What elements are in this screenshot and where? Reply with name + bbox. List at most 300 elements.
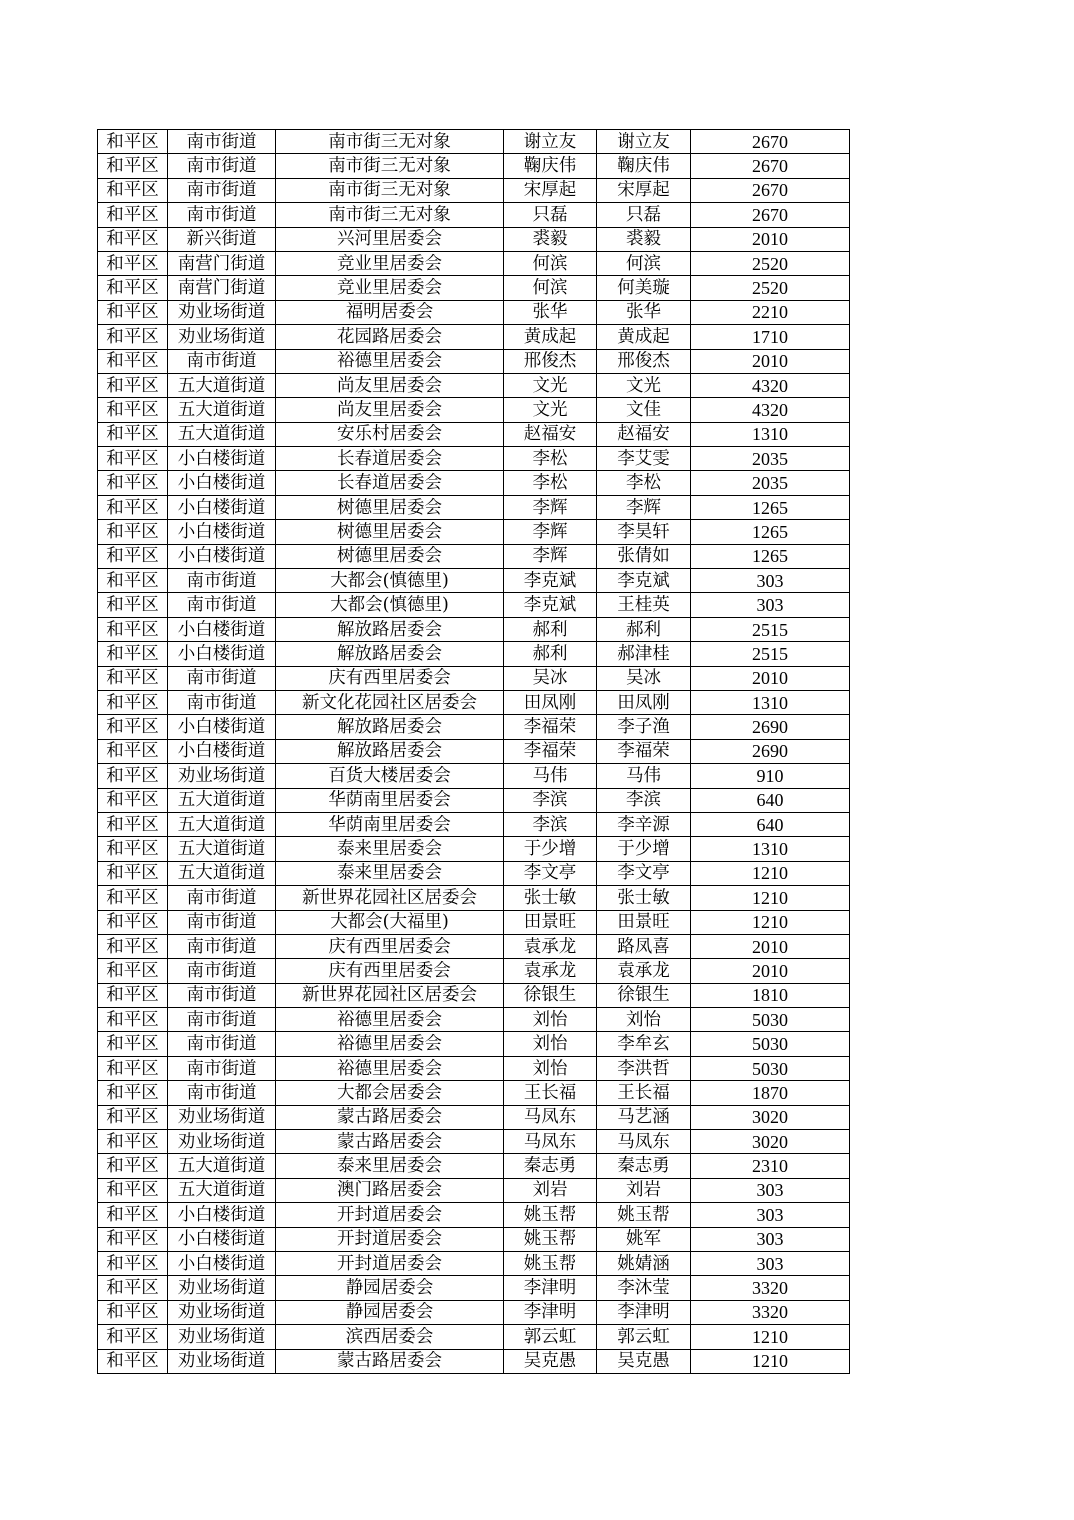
applicant-cell: 李辉 xyxy=(504,520,597,544)
table-row xyxy=(98,1008,850,1032)
amount-cell: 2010 xyxy=(691,349,850,373)
member-cell: 李子渔 xyxy=(597,715,691,739)
district-cell: 和平区 xyxy=(98,1130,168,1154)
applicant-cell: 宋厚起 xyxy=(504,178,597,202)
member-cell: 文佳 xyxy=(597,398,691,422)
committee-cell: 福明居委会 xyxy=(276,300,504,324)
applicant-cell: 郝利 xyxy=(504,617,597,641)
district-cell: 和平区 xyxy=(98,178,168,202)
amount-cell: 303 xyxy=(691,1227,850,1251)
committee-cell: 大都会(慎德里) xyxy=(276,569,504,593)
street-cell: 南市街道 xyxy=(168,959,276,983)
committee-cell: 解放路居委会 xyxy=(276,617,504,641)
amount-cell: 2670 xyxy=(691,154,850,178)
committee-cell: 树德里居委会 xyxy=(276,544,504,568)
member-cell: 鞠庆伟 xyxy=(597,154,691,178)
table-row xyxy=(98,276,850,300)
member-cell: 李艾雯 xyxy=(597,447,691,471)
street-cell: 南市街道 xyxy=(168,569,276,593)
applicant-cell: 李福荣 xyxy=(504,715,597,739)
table-row xyxy=(98,1300,850,1324)
applicant-cell: 裘毅 xyxy=(504,227,597,251)
street-cell: 南市街道 xyxy=(168,690,276,714)
table-row xyxy=(98,1349,850,1373)
street-cell: 小白楼街道 xyxy=(168,1227,276,1251)
committee-cell: 花园路居委会 xyxy=(276,325,504,349)
street-cell: 五大道街道 xyxy=(168,788,276,812)
applicant-cell: 谢立友 xyxy=(504,130,597,154)
applicant-cell: 李津明 xyxy=(504,1300,597,1324)
district-cell: 和平区 xyxy=(98,861,168,885)
table-row xyxy=(98,349,850,373)
street-cell: 小白楼街道 xyxy=(168,471,276,495)
district-cell: 和平区 xyxy=(98,910,168,934)
applicant-cell: 李福荣 xyxy=(504,739,597,763)
applicant-cell: 马凤东 xyxy=(504,1105,597,1129)
applicant-cell: 徐银生 xyxy=(504,983,597,1007)
member-cell: 李牟玄 xyxy=(597,1032,691,1056)
table-row xyxy=(98,471,850,495)
table-row xyxy=(98,617,850,641)
member-cell: 李昊轩 xyxy=(597,520,691,544)
applicant-cell: 李克斌 xyxy=(504,569,597,593)
street-cell: 小白楼街道 xyxy=(168,447,276,471)
committee-cell: 百货大楼居委会 xyxy=(276,764,504,788)
table-row xyxy=(98,1130,850,1154)
district-cell: 和平区 xyxy=(98,593,168,617)
district-cell: 和平区 xyxy=(98,276,168,300)
table-row xyxy=(98,910,850,934)
applicant-cell: 文光 xyxy=(504,398,597,422)
committee-cell: 新世界花园社区居委会 xyxy=(276,886,504,910)
table-row xyxy=(98,1056,850,1080)
district-cell: 和平区 xyxy=(98,983,168,1007)
applicant-cell: 田凤刚 xyxy=(504,690,597,714)
street-cell: 劝业场街道 xyxy=(168,1105,276,1129)
district-cell: 和平区 xyxy=(98,1203,168,1227)
street-cell: 南市街道 xyxy=(168,1008,276,1032)
committee-cell: 华荫南里居委会 xyxy=(276,812,504,836)
member-cell: 田凤刚 xyxy=(597,690,691,714)
data-table xyxy=(97,129,850,1374)
table-row xyxy=(98,227,850,251)
applicant-cell: 李津明 xyxy=(504,1276,597,1300)
committee-cell: 庆有西里居委会 xyxy=(276,666,504,690)
table-row xyxy=(98,154,850,178)
street-cell: 五大道街道 xyxy=(168,837,276,861)
applicant-cell: 姚玉帮 xyxy=(504,1227,597,1251)
committee-cell: 竞业里居委会 xyxy=(276,251,504,275)
applicant-cell: 李滨 xyxy=(504,812,597,836)
amount-cell: 1310 xyxy=(691,837,850,861)
amount-cell: 2690 xyxy=(691,739,850,763)
street-cell: 南市街道 xyxy=(168,154,276,178)
amount-cell: 303 xyxy=(691,593,850,617)
table-row xyxy=(98,1251,850,1275)
table-row xyxy=(98,1276,850,1300)
applicant-cell: 张士敏 xyxy=(504,886,597,910)
street-cell: 南市街道 xyxy=(168,1081,276,1105)
district-cell: 和平区 xyxy=(98,1008,168,1032)
applicant-cell: 于少增 xyxy=(504,837,597,861)
committee-cell: 竞业里居委会 xyxy=(276,276,504,300)
district-cell: 和平区 xyxy=(98,1178,168,1202)
street-cell: 新兴街道 xyxy=(168,227,276,251)
table-row xyxy=(98,886,850,910)
committee-cell: 裕德里居委会 xyxy=(276,1032,504,1056)
amount-cell: 4320 xyxy=(691,373,850,397)
amount-cell: 2010 xyxy=(691,666,850,690)
street-cell: 小白楼街道 xyxy=(168,520,276,544)
committee-cell: 长春道居委会 xyxy=(276,471,504,495)
applicant-cell: 郝利 xyxy=(504,642,597,666)
amount-cell: 2515 xyxy=(691,617,850,641)
committee-cell: 华荫南里居委会 xyxy=(276,788,504,812)
member-cell: 张倩如 xyxy=(597,544,691,568)
committee-cell: 解放路居委会 xyxy=(276,739,504,763)
district-cell: 和平区 xyxy=(98,1105,168,1129)
table-row xyxy=(98,325,850,349)
table-row xyxy=(98,203,850,227)
district-cell: 和平区 xyxy=(98,739,168,763)
member-cell: 只磊 xyxy=(597,203,691,227)
table-row xyxy=(98,1081,850,1105)
committee-cell: 裕德里居委会 xyxy=(276,1056,504,1080)
committee-cell: 大都会居委会 xyxy=(276,1081,504,1105)
amount-cell: 3320 xyxy=(691,1276,850,1300)
amount-cell: 2210 xyxy=(691,300,850,324)
street-cell: 五大道街道 xyxy=(168,812,276,836)
member-cell: 马艺涵 xyxy=(597,1105,691,1129)
table-row xyxy=(98,1154,850,1178)
amount-cell: 1310 xyxy=(691,690,850,714)
member-cell: 郝津桂 xyxy=(597,642,691,666)
committee-cell: 裕德里居委会 xyxy=(276,349,504,373)
applicant-cell: 刘怡 xyxy=(504,1056,597,1080)
member-cell: 郭云虹 xyxy=(597,1325,691,1349)
amount-cell: 2035 xyxy=(691,471,850,495)
member-cell: 刘岩 xyxy=(597,1178,691,1202)
committee-cell: 泰来里居委会 xyxy=(276,837,504,861)
street-cell: 南市街道 xyxy=(168,934,276,958)
committee-cell: 南市街三无对象 xyxy=(276,178,504,202)
amount-cell: 2010 xyxy=(691,227,850,251)
street-cell: 小白楼街道 xyxy=(168,1203,276,1227)
member-cell: 李文亭 xyxy=(597,861,691,885)
committee-cell: 庆有西里居委会 xyxy=(276,934,504,958)
amount-cell: 2670 xyxy=(691,203,850,227)
applicant-cell: 袁承龙 xyxy=(504,934,597,958)
district-cell: 和平区 xyxy=(98,1032,168,1056)
member-cell: 马凤东 xyxy=(597,1130,691,1154)
applicant-cell: 王长福 xyxy=(504,1081,597,1105)
amount-cell: 640 xyxy=(691,812,850,836)
street-cell: 南营门街道 xyxy=(168,251,276,275)
district-cell: 和平区 xyxy=(98,812,168,836)
district-cell: 和平区 xyxy=(98,373,168,397)
district-cell: 和平区 xyxy=(98,1251,168,1275)
member-cell: 吴冰 xyxy=(597,666,691,690)
table-row xyxy=(98,130,850,154)
table-row xyxy=(98,1203,850,1227)
applicant-cell: 姚玉帮 xyxy=(504,1203,597,1227)
applicant-cell: 张华 xyxy=(504,300,597,324)
applicant-cell: 刘岩 xyxy=(504,1178,597,1202)
amount-cell: 2310 xyxy=(691,1154,850,1178)
district-cell: 和平区 xyxy=(98,934,168,958)
table-row xyxy=(98,251,850,275)
district-cell: 和平区 xyxy=(98,617,168,641)
table-row xyxy=(98,447,850,471)
amount-cell: 1265 xyxy=(691,544,850,568)
member-cell: 吴克愚 xyxy=(597,1349,691,1373)
member-cell: 于少增 xyxy=(597,837,691,861)
table-row xyxy=(98,373,850,397)
district-cell: 和平区 xyxy=(98,1154,168,1178)
committee-cell: 开封道居委会 xyxy=(276,1227,504,1251)
member-cell: 张华 xyxy=(597,300,691,324)
committee-cell: 滨西居委会 xyxy=(276,1325,504,1349)
committee-cell: 树德里居委会 xyxy=(276,520,504,544)
committee-cell: 大都会(大福里) xyxy=(276,910,504,934)
table-row xyxy=(98,495,850,519)
street-cell: 劝业场街道 xyxy=(168,1349,276,1373)
district-cell: 和平区 xyxy=(98,422,168,446)
district-cell: 和平区 xyxy=(98,690,168,714)
amount-cell: 303 xyxy=(691,1251,850,1275)
table-row xyxy=(98,764,850,788)
amount-cell: 3020 xyxy=(691,1130,850,1154)
street-cell: 南市街道 xyxy=(168,1056,276,1080)
street-cell: 劝业场街道 xyxy=(168,764,276,788)
member-cell: 何美璇 xyxy=(597,276,691,300)
applicant-cell: 姚玉帮 xyxy=(504,1251,597,1275)
applicant-cell: 田景旺 xyxy=(504,910,597,934)
street-cell: 小白楼街道 xyxy=(168,642,276,666)
table-row xyxy=(98,569,850,593)
table-row xyxy=(98,544,850,568)
table-row xyxy=(98,1325,850,1349)
amount-cell: 910 xyxy=(691,764,850,788)
committee-cell: 新文化花园社区居委会 xyxy=(276,690,504,714)
member-cell: 何滨 xyxy=(597,251,691,275)
applicant-cell: 李滨 xyxy=(504,788,597,812)
member-cell: 路凤喜 xyxy=(597,934,691,958)
amount-cell: 5030 xyxy=(691,1032,850,1056)
street-cell: 南市街道 xyxy=(168,983,276,1007)
amount-cell: 2670 xyxy=(691,178,850,202)
amount-cell: 1870 xyxy=(691,1081,850,1105)
applicant-cell: 何滨 xyxy=(504,251,597,275)
member-cell: 袁承龙 xyxy=(597,959,691,983)
applicant-cell: 李辉 xyxy=(504,495,597,519)
committee-cell: 兴河里居委会 xyxy=(276,227,504,251)
street-cell: 小白楼街道 xyxy=(168,1251,276,1275)
amount-cell: 2520 xyxy=(691,276,850,300)
amount-cell: 1210 xyxy=(691,886,850,910)
street-cell: 劝业场街道 xyxy=(168,1130,276,1154)
district-cell: 和平区 xyxy=(98,1081,168,1105)
street-cell: 劝业场街道 xyxy=(168,325,276,349)
member-cell: 刘怡 xyxy=(597,1008,691,1032)
amount-cell: 1310 xyxy=(691,422,850,446)
street-cell: 五大道街道 xyxy=(168,1154,276,1178)
district-cell: 和平区 xyxy=(98,300,168,324)
table-row xyxy=(98,959,850,983)
street-cell: 五大道街道 xyxy=(168,373,276,397)
district-cell: 和平区 xyxy=(98,154,168,178)
street-cell: 小白楼街道 xyxy=(168,544,276,568)
amount-cell: 1265 xyxy=(691,495,850,519)
street-cell: 劝业场街道 xyxy=(168,1276,276,1300)
applicant-cell: 刘怡 xyxy=(504,1008,597,1032)
member-cell: 李辛源 xyxy=(597,812,691,836)
district-cell: 和平区 xyxy=(98,642,168,666)
table-row xyxy=(98,715,850,739)
committee-cell: 庆有西里居委会 xyxy=(276,959,504,983)
table-row xyxy=(98,178,850,202)
committee-cell: 开封道居委会 xyxy=(276,1251,504,1275)
committee-cell: 开封道居委会 xyxy=(276,1203,504,1227)
street-cell: 五大道街道 xyxy=(168,861,276,885)
member-cell: 李津明 xyxy=(597,1300,691,1324)
member-cell: 姚玉帮 xyxy=(597,1203,691,1227)
table-row xyxy=(98,520,850,544)
table-row xyxy=(98,422,850,446)
amount-cell: 2690 xyxy=(691,715,850,739)
amount-cell: 1210 xyxy=(691,861,850,885)
amount-cell: 2515 xyxy=(691,642,850,666)
district-cell: 和平区 xyxy=(98,1056,168,1080)
street-cell: 小白楼街道 xyxy=(168,715,276,739)
district-cell: 和平区 xyxy=(98,471,168,495)
table-row xyxy=(98,300,850,324)
table-row xyxy=(98,739,850,763)
district-cell: 和平区 xyxy=(98,569,168,593)
applicant-cell: 文光 xyxy=(504,373,597,397)
street-cell: 南市街道 xyxy=(168,593,276,617)
table-row xyxy=(98,1178,850,1202)
street-cell: 南市街道 xyxy=(168,130,276,154)
member-cell: 田景旺 xyxy=(597,910,691,934)
committee-cell: 安乐村居委会 xyxy=(276,422,504,446)
amount-cell: 2010 xyxy=(691,934,850,958)
applicant-cell: 李松 xyxy=(504,447,597,471)
committee-cell: 南市街三无对象 xyxy=(276,130,504,154)
district-cell: 和平区 xyxy=(98,227,168,251)
amount-cell: 303 xyxy=(691,1203,850,1227)
amount-cell: 2670 xyxy=(691,130,850,154)
applicant-cell: 李松 xyxy=(504,471,597,495)
member-cell: 谢立友 xyxy=(597,130,691,154)
amount-cell: 1710 xyxy=(691,325,850,349)
amount-cell: 4320 xyxy=(691,398,850,422)
committee-cell: 新世界花园社区居委会 xyxy=(276,983,504,1007)
district-cell: 和平区 xyxy=(98,666,168,690)
district-cell: 和平区 xyxy=(98,1349,168,1373)
applicant-cell: 秦志勇 xyxy=(504,1154,597,1178)
district-cell: 和平区 xyxy=(98,886,168,910)
member-cell: 张士敏 xyxy=(597,886,691,910)
member-cell: 文光 xyxy=(597,373,691,397)
amount-cell: 1210 xyxy=(691,910,850,934)
amount-cell: 3320 xyxy=(691,1300,850,1324)
street-cell: 五大道街道 xyxy=(168,398,276,422)
member-cell: 李辉 xyxy=(597,495,691,519)
street-cell: 五大道街道 xyxy=(168,422,276,446)
street-cell: 南市街道 xyxy=(168,178,276,202)
district-cell: 和平区 xyxy=(98,447,168,471)
amount-cell: 1210 xyxy=(691,1349,850,1373)
applicant-cell: 郭云虹 xyxy=(504,1325,597,1349)
table-row xyxy=(98,1032,850,1056)
table-row xyxy=(98,812,850,836)
applicant-cell: 李辉 xyxy=(504,544,597,568)
committee-cell: 解放路居委会 xyxy=(276,715,504,739)
table-row xyxy=(98,642,850,666)
committee-cell: 尚友里居委会 xyxy=(276,373,504,397)
street-cell: 劝业场街道 xyxy=(168,300,276,324)
applicant-cell: 何滨 xyxy=(504,276,597,300)
amount-cell: 2035 xyxy=(691,447,850,471)
table-row xyxy=(98,861,850,885)
district-cell: 和平区 xyxy=(98,764,168,788)
district-cell: 和平区 xyxy=(98,788,168,812)
street-cell: 南市街道 xyxy=(168,666,276,690)
street-cell: 南市街道 xyxy=(168,910,276,934)
street-cell: 南市街道 xyxy=(168,1032,276,1056)
district-cell: 和平区 xyxy=(98,520,168,544)
member-cell: 赵福安 xyxy=(597,422,691,446)
applicant-cell: 袁承龙 xyxy=(504,959,597,983)
district-cell: 和平区 xyxy=(98,1227,168,1251)
committee-cell: 静园居委会 xyxy=(276,1300,504,1324)
table-body xyxy=(98,130,850,1374)
district-cell: 和平区 xyxy=(98,1276,168,1300)
table-row xyxy=(98,788,850,812)
table-row xyxy=(98,1227,850,1251)
member-cell: 马伟 xyxy=(597,764,691,788)
district-cell: 和平区 xyxy=(98,398,168,422)
applicant-cell: 鞠庆伟 xyxy=(504,154,597,178)
street-cell: 小白楼街道 xyxy=(168,617,276,641)
applicant-cell: 马伟 xyxy=(504,764,597,788)
amount-cell: 3020 xyxy=(691,1105,850,1129)
street-cell: 小白楼街道 xyxy=(168,495,276,519)
table-row xyxy=(98,1105,850,1129)
member-cell: 宋厚起 xyxy=(597,178,691,202)
applicant-cell: 李克斌 xyxy=(504,593,597,617)
table-row xyxy=(98,398,850,422)
member-cell: 李松 xyxy=(597,471,691,495)
committee-cell: 蒙古路居委会 xyxy=(276,1130,504,1154)
table-row xyxy=(98,593,850,617)
applicant-cell: 邢俊杰 xyxy=(504,349,597,373)
committee-cell: 南市街三无对象 xyxy=(276,154,504,178)
district-cell: 和平区 xyxy=(98,325,168,349)
member-cell: 秦志勇 xyxy=(597,1154,691,1178)
member-cell: 李沐莹 xyxy=(597,1276,691,1300)
member-cell: 李克斌 xyxy=(597,569,691,593)
table-row xyxy=(98,666,850,690)
member-cell: 郝利 xyxy=(597,617,691,641)
street-cell: 南市街道 xyxy=(168,349,276,373)
member-cell: 姚婧涵 xyxy=(597,1251,691,1275)
amount-cell: 1265 xyxy=(691,520,850,544)
committee-cell: 解放路居委会 xyxy=(276,642,504,666)
amount-cell: 1210 xyxy=(691,1325,850,1349)
district-cell: 和平区 xyxy=(98,130,168,154)
